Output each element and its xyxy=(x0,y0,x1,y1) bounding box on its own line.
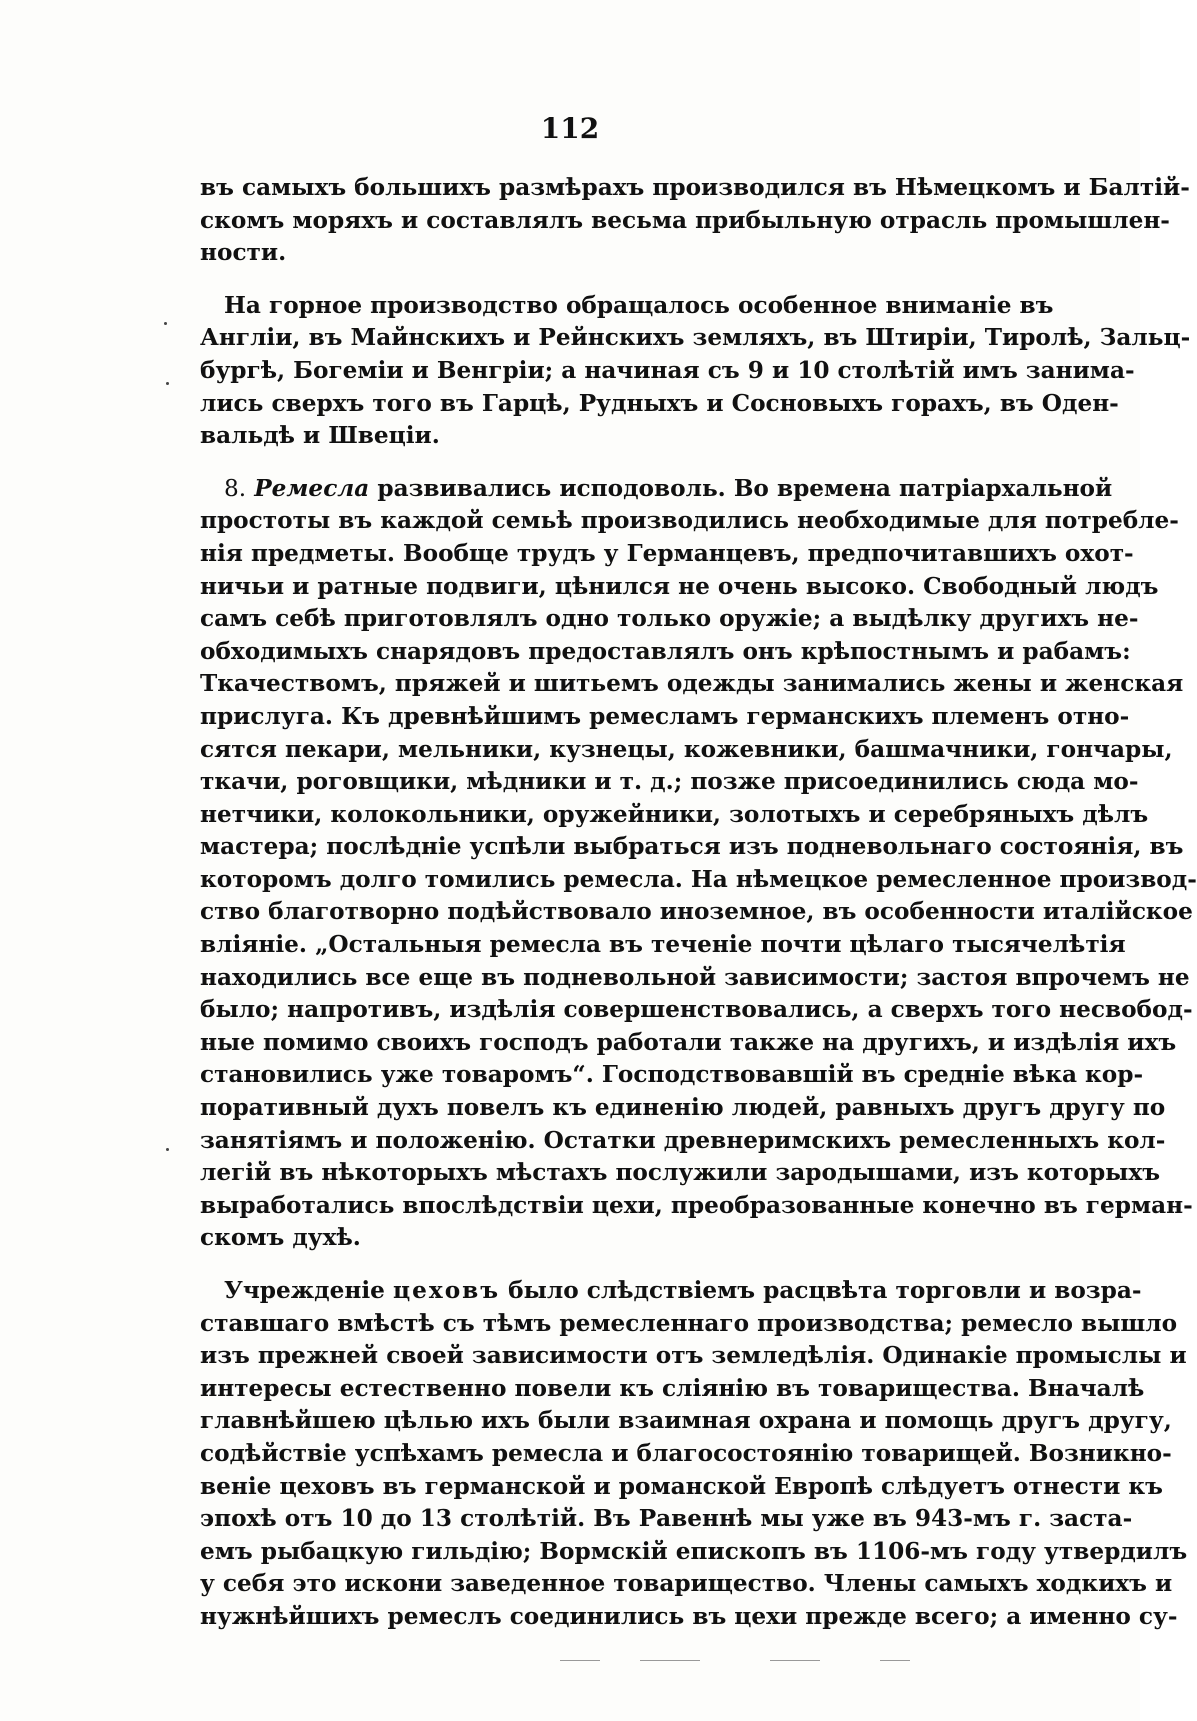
paragraph-1 xyxy=(200,172,1190,270)
text-line: было; напротивъ, издѣлія совершенствовались, а сверхъ того несвобод- xyxy=(200,996,1193,1024)
scan-line xyxy=(640,1660,700,1661)
text-line: веніе цеховъ въ германской и романской Европѣ слѣдуетъ отнести къ xyxy=(200,1472,1163,1500)
page-number: 112 xyxy=(540,112,600,145)
text-line: скомъ духѣ. xyxy=(200,1224,361,1252)
text-line: прислуга. Къ древнѣйшимъ ремесламъ германскихъ племенъ отно- xyxy=(200,702,1130,730)
text-line-first xyxy=(200,1275,1142,1308)
text-line: изъ прежней своей зависимости отъ земледѣлія. Одинакіе промыслы и xyxy=(200,1342,1187,1370)
text-line: ности. xyxy=(200,239,287,267)
text-line: ство благотворно подѣйствовало иноземное, въ особенности италійское xyxy=(200,898,1193,926)
text-line: нужнѣйшихъ ремеслъ соединились въ цехи прежде всего; а именно су- xyxy=(200,1602,1178,1630)
text-line: вальдѣ и Швеціи. xyxy=(200,422,440,450)
body-text xyxy=(200,172,1197,1634)
text-line: мастера; послѣдніе успѣли выбраться изъ подневольнаго состоянія, въ xyxy=(200,833,1184,861)
text-line: сятся пекари, мельники, кузнецы, кожевники, башмачники, гончары, xyxy=(200,735,1173,763)
text-line: которомъ долго томились ремесла. На нѣмецкое ремесленное производ- xyxy=(200,865,1197,893)
scan-speck xyxy=(166,1148,169,1151)
text-line: выработались впослѣдствіи цехи, преобразованные конечно въ герман- xyxy=(200,1191,1193,1219)
text-line-rest: развивались исподоволь. Во времена патріархальной xyxy=(377,474,1113,502)
paragraph-2 xyxy=(200,290,1191,453)
text-line: вліяніе. „Остальныя ремесла въ теченіе почти цѣлаго тысячелѣтія xyxy=(200,931,1126,959)
text-line: у себя это искони заведенное товарищество. Члены самыхъ ходкихъ и xyxy=(200,1570,1173,1598)
text-line: интересы естественно повели къ слiянію въ товарищества. Вначалѣ xyxy=(200,1374,1145,1402)
text-line: содѣйствіе успѣхамъ ремесла и благосостоянію товарищей. Возникно- xyxy=(200,1439,1172,1467)
section-heading-line xyxy=(200,473,1113,506)
text-line-rest: было слѣдствіемъ расцвѣта торговли и возра- xyxy=(508,1277,1142,1304)
text-line: Англіи, въ Майнскихъ и Рейнскихъ земляхъ, въ Штиріи, Тиролѣ, Зальц- xyxy=(200,324,1191,352)
scan-line xyxy=(770,1660,820,1661)
text-line: обходимыхъ снарядовъ предоставлялъ онъ крѣпостнымъ и рабамъ: xyxy=(200,637,1131,665)
text-line: легій въ нѣкоторыхъ мѣстахъ послужили зародышами, изъ которыхъ xyxy=(200,1159,1161,1187)
text-line: нія предметы. Вообще трудъ у Германцевъ, предпочитавшихъ охот- xyxy=(200,539,1134,567)
text-line: лись сверхъ того въ Гарцѣ, Рудныхъ и Сосновыхъ горахъ, въ Оден- xyxy=(200,389,1119,417)
scan-line xyxy=(560,1660,600,1661)
section-number: 8. xyxy=(224,474,247,502)
text-line: ставшаго вмѣстѣ съ тѣмъ ремесленнаго производства; ремесло вышло xyxy=(200,1309,1178,1337)
text-line: становились уже товаромъ“. Господствовавшій въ средніе вѣка кор- xyxy=(200,1061,1144,1089)
text-line: нетчики, колокольники, оружейники, золотыхъ и серебряныхъ дѣлъ xyxy=(200,800,1149,828)
text-line: находились все еще въ подневольной зависимости; застоя впрочемъ не xyxy=(200,963,1190,991)
text-line: ткачи, роговщики, мѣдники и т. д.; позже присоединились сюда мо- xyxy=(200,768,1139,796)
text-line: поративный духъ повелъ къ единенію людей, равныхъ другъ другу по xyxy=(200,1094,1166,1122)
scan-line xyxy=(880,1660,910,1661)
section-title: Ремесла xyxy=(254,474,370,502)
text-line: емъ рыбацкую гильдію; Вормскій епископъ въ 1106-мъ году утвердилъ xyxy=(200,1537,1188,1565)
text-line: главнѣйшею цѣлью ихъ были взаимная охрана и помощь другъ другу, xyxy=(200,1407,1172,1435)
paragraph-3 xyxy=(200,473,1197,1255)
scan-speck xyxy=(166,382,169,385)
text-line: Ткачествомъ, пряжей и шитьемъ одежды занимались жены и женская xyxy=(200,670,1184,698)
text-line: эпохѣ отъ 10 до 13 столѣтій. Въ Равеннѣ мы уже въ 943-мъ г. застa- xyxy=(200,1505,1133,1533)
emphasized-word: цеховъ xyxy=(393,1277,501,1304)
text-line: ные помимо своихъ господъ работали также на другихъ, и издѣлія ихъ xyxy=(200,1028,1177,1056)
text-line: простоты въ каждой семьѣ производились необходимые для потребле- xyxy=(200,507,1179,535)
text-line: самъ себѣ приготовлялъ одно только оружіе; а выдѣлку другихъ не- xyxy=(200,605,1139,633)
text-line: занятіямъ и положенію. Остатки древнеримскихъ ремесленныхъ кол- xyxy=(200,1126,1166,1154)
text-line: ничьи и ратные подвиги, цѣнился не очень высоко. Свободный людъ xyxy=(200,572,1159,600)
text-line: бургѣ, Богеміи и Венгріи; а начиная съ 9 и 10 столѣтій имъ занима- xyxy=(200,356,1135,384)
text-line: На горное производство обращалось особенное вниманіе въ xyxy=(224,291,1054,319)
first-word: Учрежденіе xyxy=(224,1277,385,1304)
paragraph-4 xyxy=(200,1275,1188,1634)
scan-speck xyxy=(164,322,167,325)
text-line: скомъ моряхъ и составлялъ весьма прибыльную отрасль промышлен- xyxy=(200,206,1170,234)
text-line: въ самыхъ большихъ размѣрахъ производился въ Нѣмецкомъ и Балтій- xyxy=(200,174,1190,201)
